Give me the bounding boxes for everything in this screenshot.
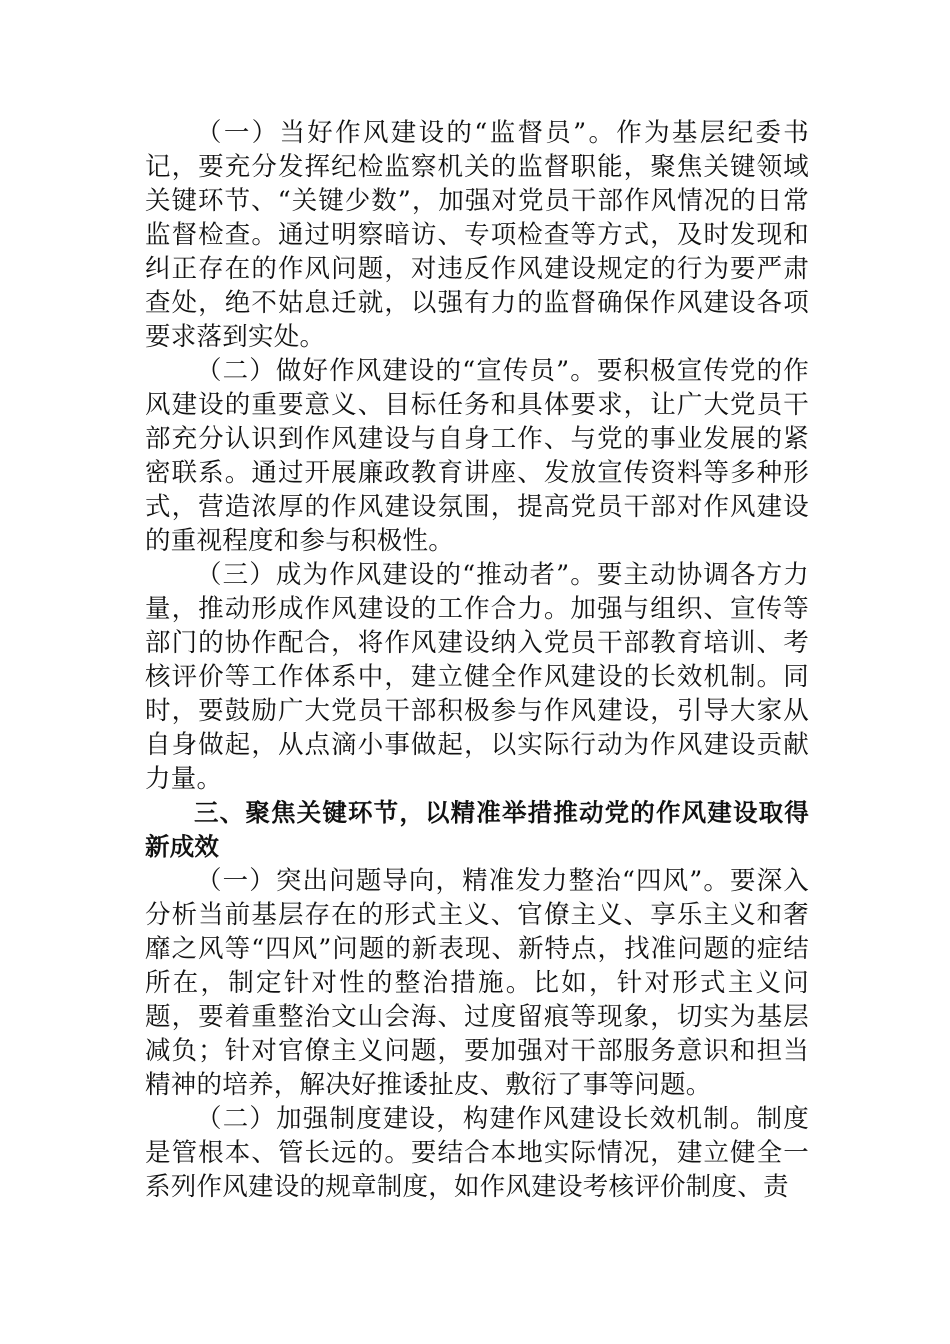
paragraph-lead: （一）当好作风建设的“监督员”。 (196, 118, 617, 148)
paragraph-lead: （一）突出问题导向，精准发力整治“四风”。 (196, 866, 730, 896)
paragraph-text: 作为基层纪委书记，要充分发挥纪检监察机关的监督职能，聚焦关键领域关键环节、“关键少数”，加强对党员干部作风情况的日常监督检查。通过明察暗访、专项检查等方式，及时发现和纠正存在的作风问题，对违反作风建设规定的行为要严肃查处，绝不姑息迁就，以强有力的监督确保作风建设各项要求落到实处。 (145, 118, 809, 352)
section-heading: 三、聚焦关键环节，以精准举措推动党的作风建设取得新成效 (145, 798, 809, 861)
paragraph-text: 要积极宣传党的作风建设的重要意义、目标任务和具体要求，让广大党员干部充分认识到作风建设与自身工作、与党的事业发展的紧密联系。通过开展廉政教育讲座、发放宣传资料等多种形式，营造浓厚的作风建设氛围，提高党员干部对作风建设的重视程度和参与积极性。 (145, 356, 809, 556)
paragraph-promoter (145, 558, 809, 796)
paragraph-text: 要主动协调各方力量，推动形成作风建设的工作合力。加强与组织、宣传等部门的协作配合，将作风建设纳入党员干部教育培训、考核评价等工作体系中，建立健全作风建设的长效机制。同时，要鼓励广大党员干部积极参与作风建设，引导大家从自身做起，从点滴小事做起，以实际行动为作风建设贡献力量。 (145, 560, 809, 794)
paragraph-institution (145, 1102, 809, 1204)
paragraph-text: 要深入分析当前基层存在的形式主义、官僚主义、享乐主义和奢靡之风等“四风”问题的新表现、新特点，找准问题的症结所在，制定针对性的整治措施。比如，针对形式主义问题，要着重整治文山会海、过度留痕等现象，切实为基层减负；针对官僚主义问题，要加强对干部服务意识和担当精神的培养，解决好推诿扯皮、敷衍了事等问题。 (145, 866, 809, 1100)
paragraph-text: 制度是管根本、管长远的。要结合本地实际情况，建立健全一系列作风建设的规章制度，如作风建设考核评价制度、责 (145, 1104, 809, 1202)
paragraph-lead: （二）加强制度建设，构建作风建设长效机制。 (196, 1104, 757, 1134)
paragraph-lead: （二）做好作风建设的“宣传员”。 (196, 356, 597, 386)
paragraph-supervisor (145, 116, 809, 354)
paragraph-lead: （三）成为作风建设的“推动者”。 (196, 560, 597, 590)
document-page (145, 116, 809, 1204)
paragraph-four-winds (145, 864, 809, 1102)
paragraph-publicist (145, 354, 809, 558)
